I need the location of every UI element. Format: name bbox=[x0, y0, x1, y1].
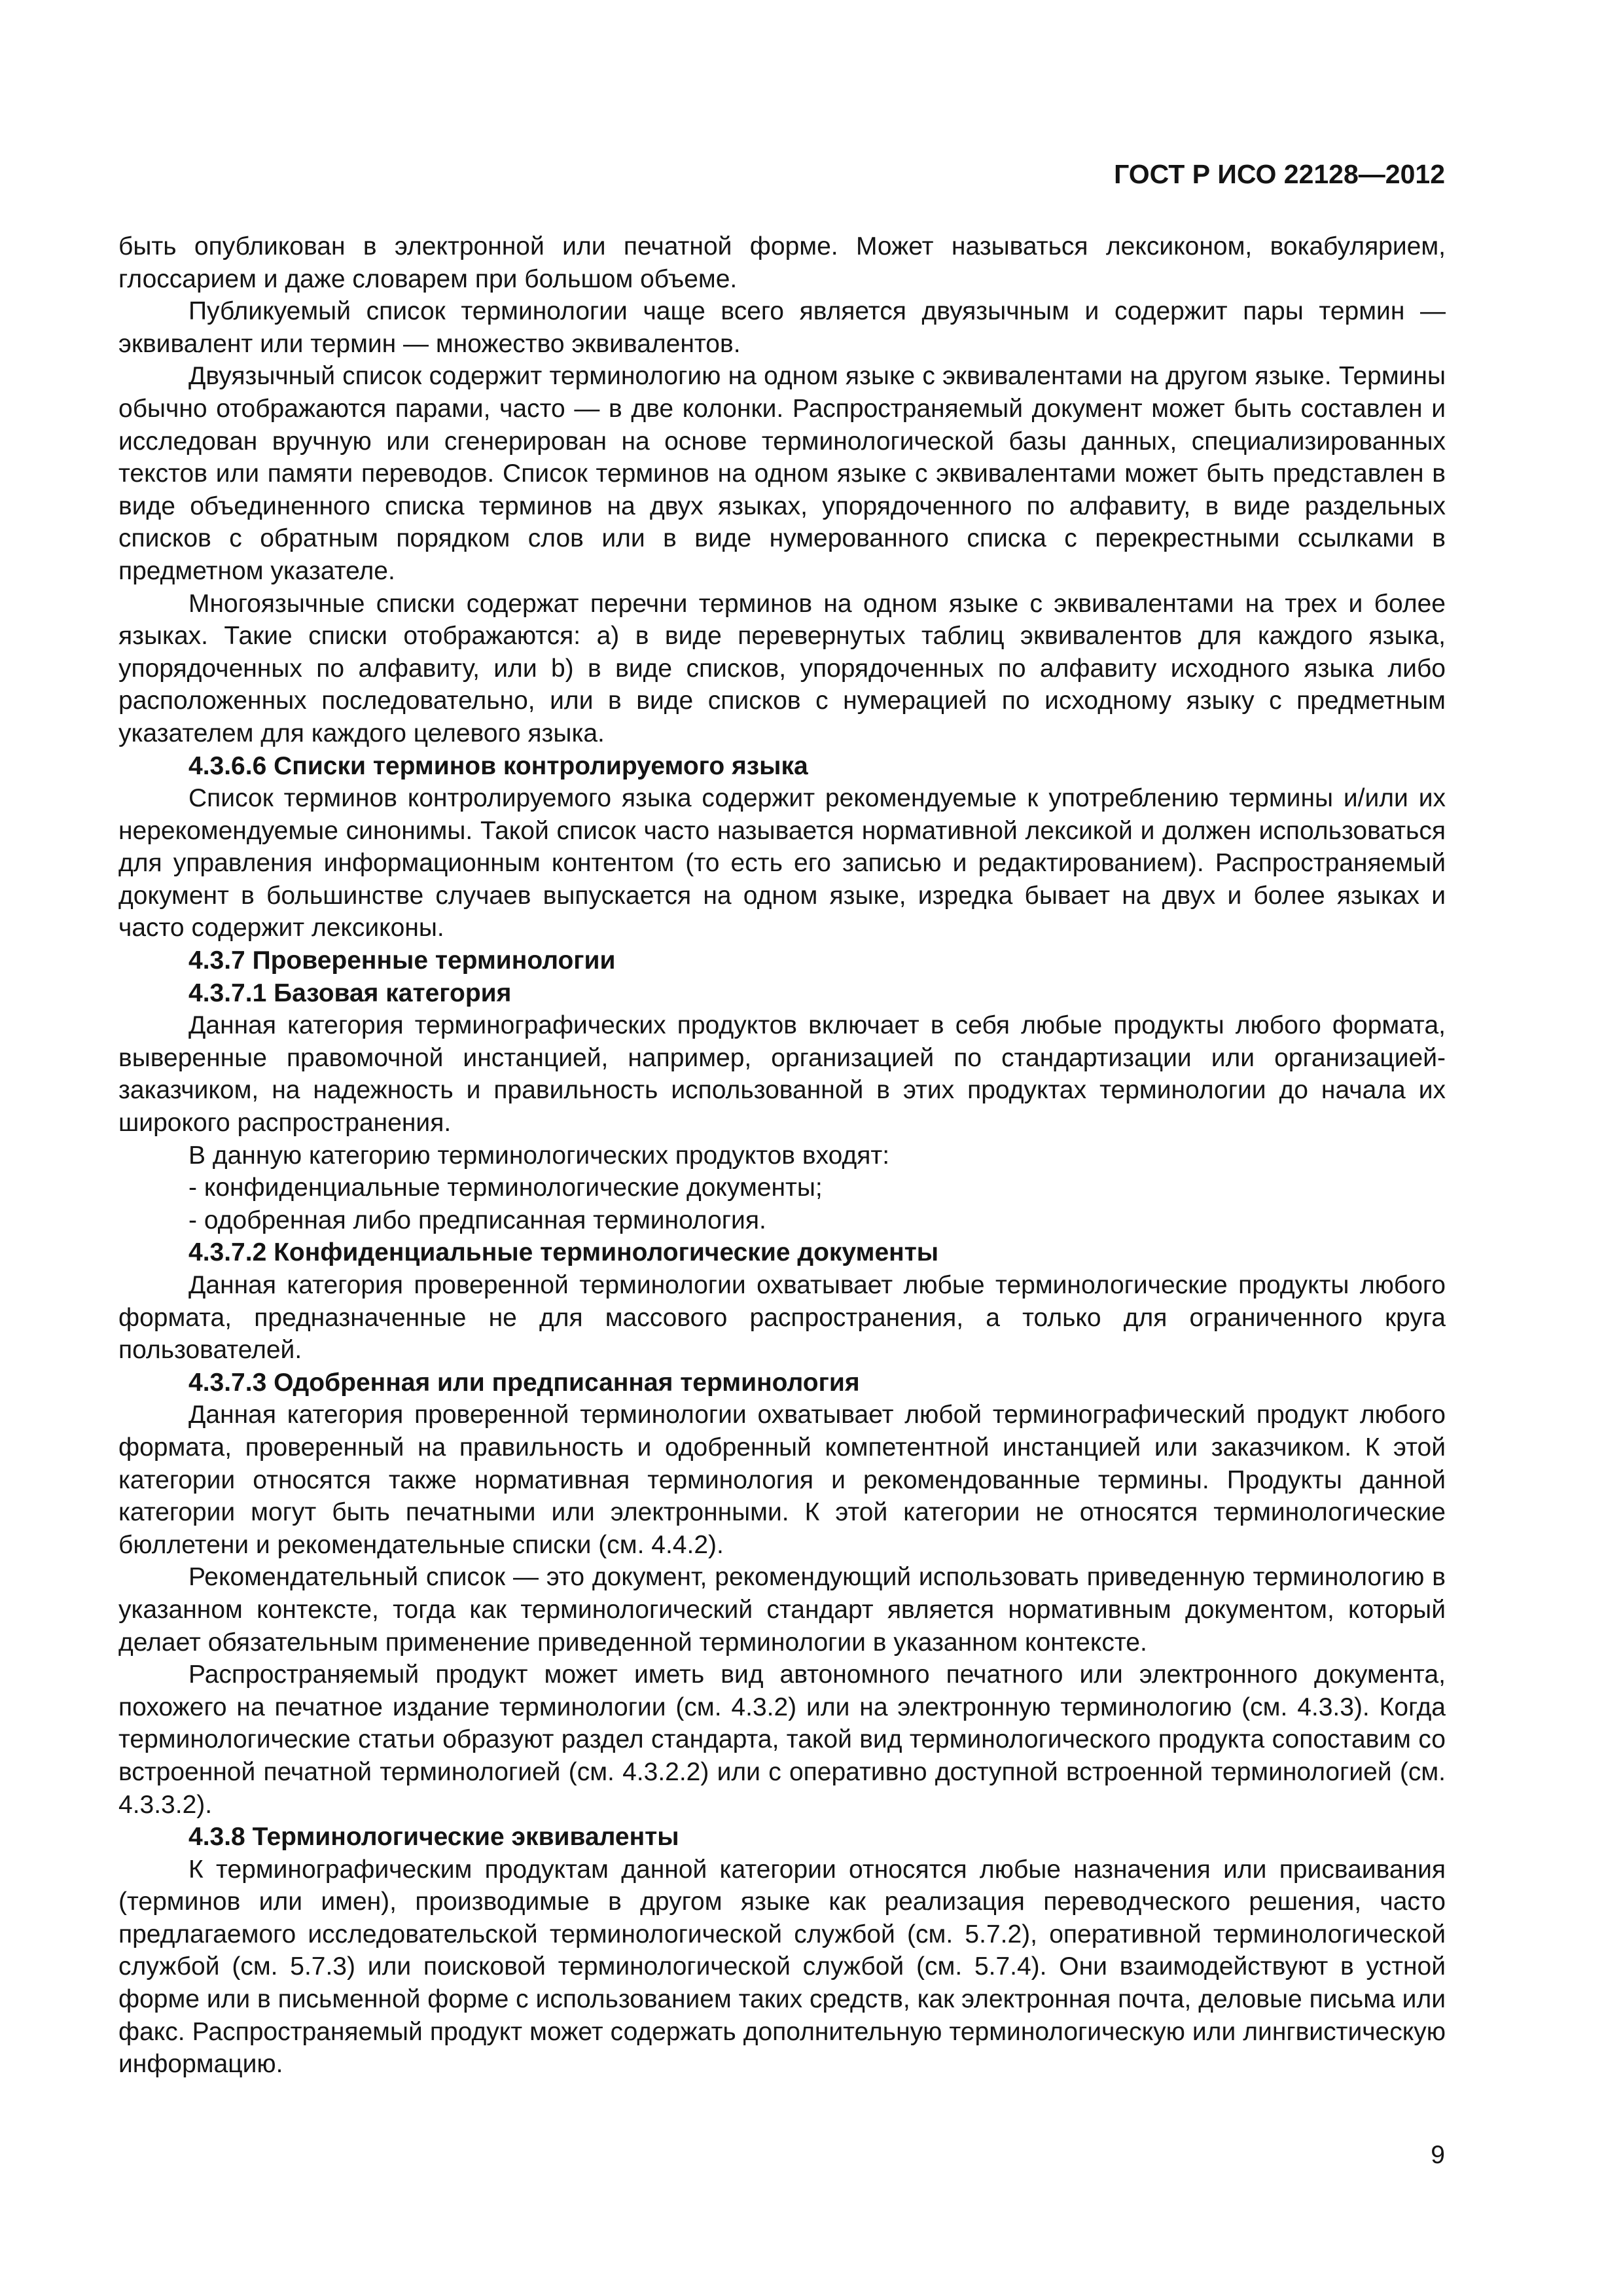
paragraph: Распространяемый продукт может иметь вид автономного печатного или электронного документа, похожего на печатное издание терминологии (см. 4.3.2) или на электронную терминологию (см. 4.3.3). Когда терминологические статьи образуют раздел стандарта, такой вид терминологического продукта сопоставим со встроенной печатной терминологией (см. 4.3.2.2) или с оперативно доступной встроенной терминологией (см. 4.3.3.2). bbox=[118, 1660, 1446, 1819]
list-item: - конфиденциальные терминологические документы; bbox=[188, 1174, 823, 1202]
paragraph: Данная категория проверенной терминологии охватывает любые терминологические продукты любого формата, предназначенные не для массового распространения, а только для ограниченного круга пользователей. bbox=[118, 1271, 1446, 1365]
section-heading: 4.3.8 Терминологические эквиваленты bbox=[188, 1823, 679, 1852]
paragraph-continuation: быть опубликован в электронной или печатной форме. Может называться лексиконом, вокабулярием, глоссарием и даже словарем при большом объеме. bbox=[118, 232, 1446, 293]
document-body bbox=[118, 230, 1446, 2081]
paragraph: Публикуемый список терминологии чаще всего является двуязычным и содержит пары термин — эквивалент или термин — множество эквивалентов. bbox=[118, 297, 1446, 358]
paragraph: В данную категорию терминологических продуктов входят: bbox=[188, 1141, 890, 1170]
section-heading: 4.3.6.6 Списки терминов контролируемого языка bbox=[188, 751, 808, 780]
paragraph: Многоязычные списки содержат перечни терминов на одном языке с эквивалентами на трех и более языках. Такие списки отображаются: а) в виде перевернутых таблиц эквивалентов для каждого языка, упорядоченных по алфавиту, или b) в виде списков, упорядоченных по алфавиту исходного языка либо расположенных последовательно, или в виде списков с нумерацией по исходному языку с предметным указателем для каждого целевого языка. bbox=[118, 589, 1446, 747]
list-item: - одобренная либо предписанная терминология. bbox=[188, 1206, 766, 1234]
section-heading: 4.3.7.2 Конфиденциальные терминологические документы bbox=[188, 1238, 939, 1267]
paragraph: Список терминов контролируемого языка содержит рекомендуемые к употреблению термины и/или их нерекомендуемые синонимы. Такой список часто называется нормативной лексикой и должен использоваться для управления информационным контентом (то есть его записью и редактированием). Распространяемый документ в большинстве случаев выпускается на одном языке, изредка бывает на двух и более языках и часто содержит лексиконы. bbox=[118, 784, 1446, 942]
section-heading: 4.3.7.1 Базовая категория bbox=[188, 978, 512, 1007]
running-header: ГОСТ Р ИСО 22128—2012 bbox=[1114, 159, 1445, 189]
paragraph: Данная категория терминографических продуктов включает в себя любые продукты любого формата, выверенные правомочной инстанцией, например, организацией по стандартизации или организацией-заказчиком, на надежность и правильность использованной в этих продуктах терминологии до начала их широкого распространения. bbox=[118, 1011, 1446, 1138]
page-number: 9 bbox=[1431, 2141, 1445, 2169]
paragraph: Рекомендательный список — это документ, рекомендующий использовать приведенную терминологию в указанном контексте, тогда как терминологический стандарт является нормативным документом, который делает обязательным применение приведенной терминологии в указанном контексте. bbox=[118, 1563, 1446, 1657]
section-heading: 4.3.7.3 Одобренная или предписанная терминология bbox=[188, 1368, 860, 1397]
paragraph: К терминографическим продуктам данной категории относятся любые назначения или присваивания (терминов или имен), производимые в другом языке как реализация переводческого решения, часто предлагаемого исследовательской терминологической службой (см. 5.7.2), оперативной терминологической службой (см. 5.7.3) или поисковой терминологической службой (см. 5.7.4). Они взаимодействуют в устной форме или в письменной форме с использованием таких средств, как электронная почта, деловые письма или факс. Распространяемый продукт может содержать дополнительную терминологическую или лингвистическую информацию. bbox=[118, 1855, 1446, 2079]
paragraph: Двуязычный список содержит терминологию на одном языке с эквивалентами на другом языке. Термины обычно отображаются парами, часто — в две колонки. Распространяемый документ может быть составлен и исследован вручную или сгенерирован на основе терминологической базы данных, специализированных текстов или памяти переводов. Список терминов на одном языке с эквивалентами может быть представлен в виде объединенного списка терминов на двух языках, упорядоченного по алфавиту, в виде раздельных списков с обратным порядком слов или в виде нумерованного списка с перекрестными ссылками в предметном указателе. bbox=[118, 362, 1446, 585]
section-heading: 4.3.7 Проверенные терминологии bbox=[188, 946, 616, 975]
paragraph: Данная категория проверенной терминологии охватывает любой терминографический продукт любого формата, проверенный на правильность и одобренный компетентной инстанцией или заказчиком. К этой категории относятся также нормативная терминология и рекомендованные термины. Продукты данной категории могут быть печатными или электронными. К этой категории не относятся терминологические бюллетени и рекомендательные списки (см. 4.4.2). bbox=[118, 1401, 1446, 1559]
